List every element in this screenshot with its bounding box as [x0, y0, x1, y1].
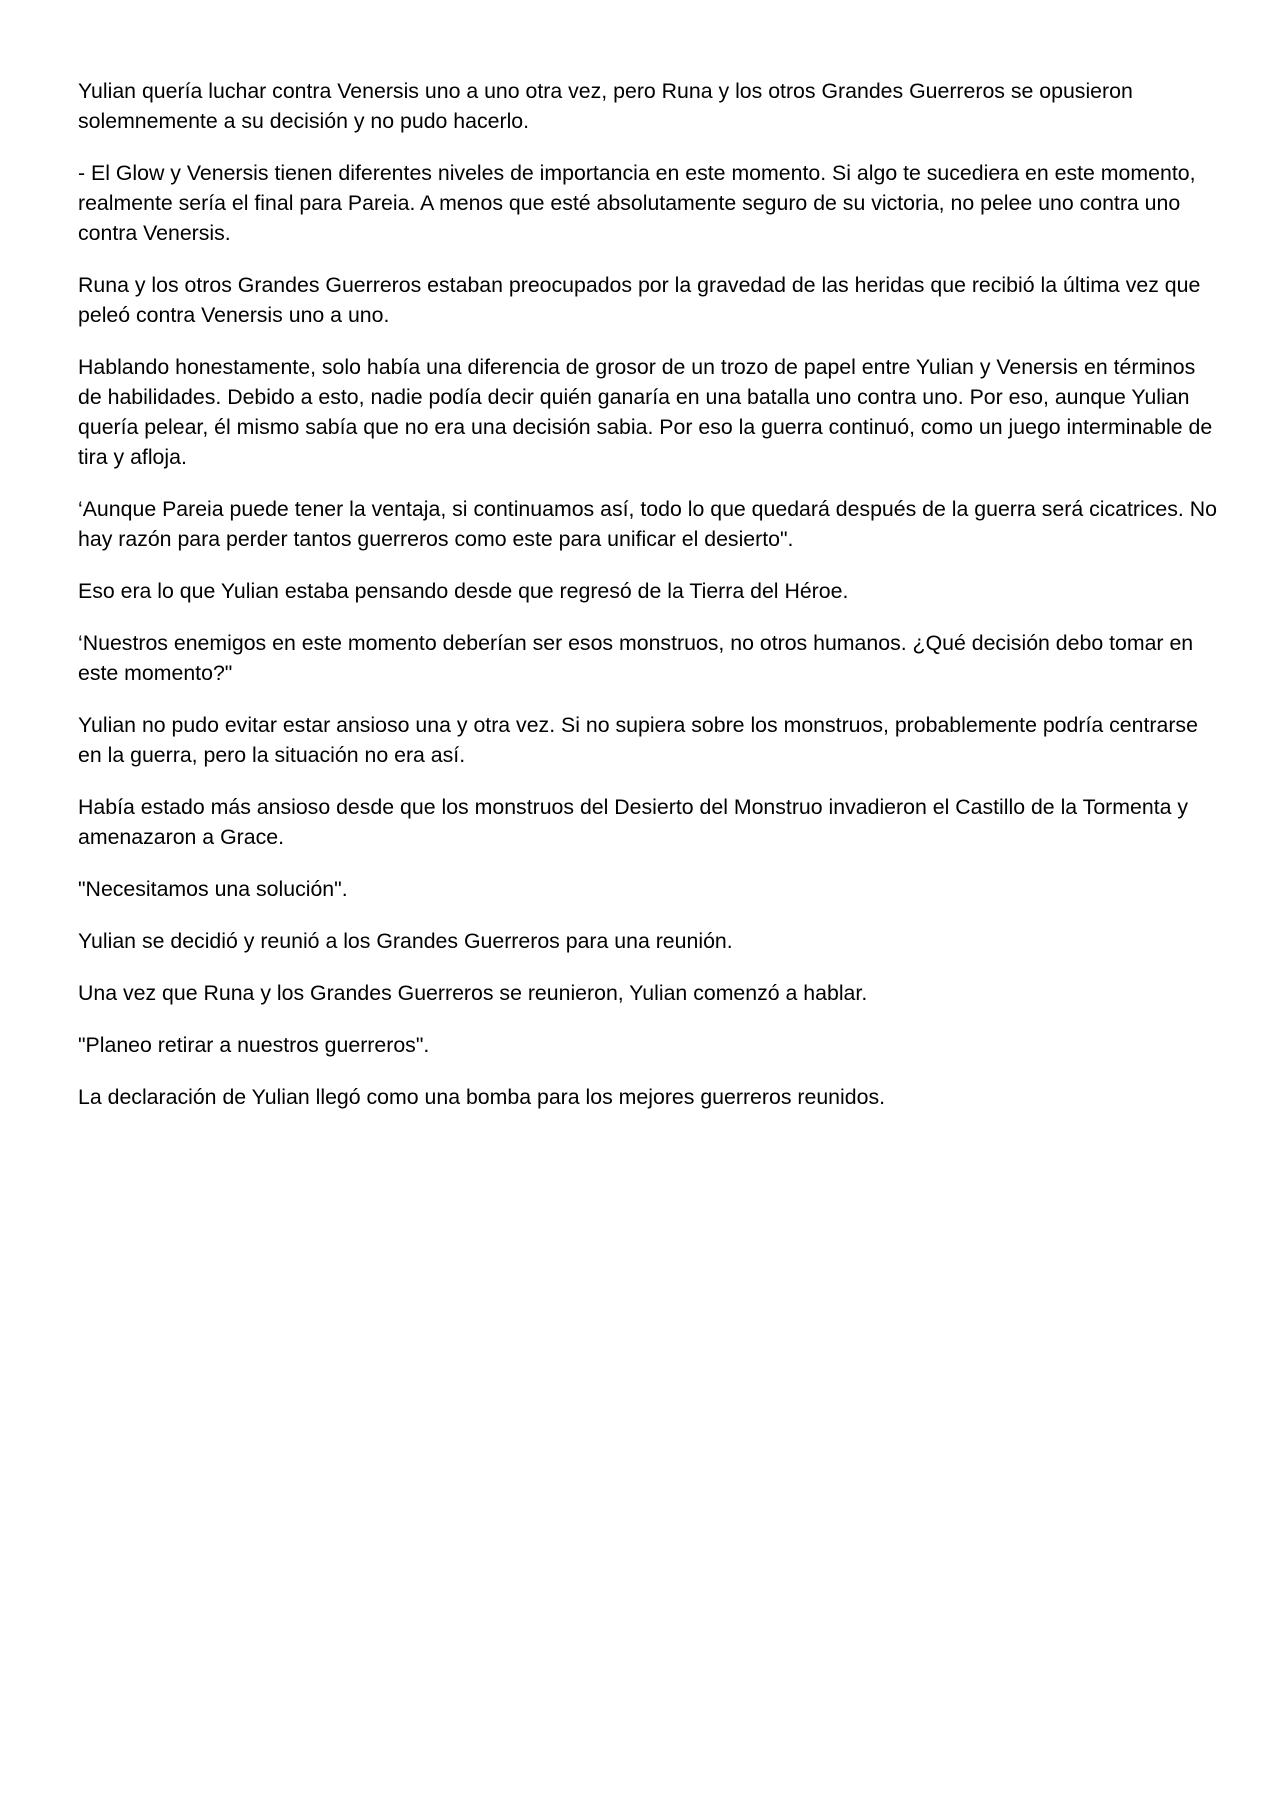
paragraph-6: Eso era lo que Yulian estaba pensando desde que regresó de la Tierra del Héroe. [78, 579, 849, 603]
paragraph-12: Una vez que Runa y los Grandes Guerreros se reunieron, Yulian comenzó a hablar. [78, 981, 868, 1005]
paragraph-7: ‘Nuestros enemigos en este momento deberían ser esos monstruos, no otros humanos. ¿Qué decisión debo tomar en este momento?" [78, 631, 1194, 685]
paragraph-5: ‘Aunque Pareia puede tener la ventaja, si continuamos así, todo lo que quedará después de la guerra será cicatrices. No hay razón para perder tantos guerreros como este para unificar el desierto". [78, 497, 1217, 551]
paragraph-4: Hablando honestamente, solo había una diferencia de grosor de un trozo de papel entre Yulian y Venersis en términos de habilidades. Debido a esto, nadie podía decir quién ganaría en una batalla uno contra uno. Por eso, aunque Yulian quería pelear, él mismo sabía que no era una decisión sabia. Por eso la guerra continuó, como un juego interminable de tira y afloja. [78, 355, 1213, 469]
paragraph-8: Yulian no pudo evitar estar ansioso una y otra vez. Si no supiera sobre los monstruos, probablemente podría centrarse en la guerra, pero la situación no era así. [78, 713, 1198, 767]
paragraph-11: Yulian se decidió y reunió a los Grandes Guerreros para una reunión. [78, 929, 733, 953]
paragraph-14: La declaración de Yulian llegó como una bomba para los mejores guerreros reunidos. [78, 1085, 886, 1109]
paragraph-3: Runa y los otros Grandes Guerreros estaban preocupados por la gravedad de las heridas que recibió la última vez que peleó contra Venersis uno a uno. [78, 273, 1201, 327]
paragraph-2: - El Glow y Venersis tienen diferentes niveles de importancia en este momento. Si algo te sucediera en este momento, realmente sería el final para Pareia. A menos que esté absolutamente seguro de su victoria, no pelee uno contra uno contra Venersis. [78, 161, 1196, 245]
paragraph-1: Yulian quería luchar contra Venersis uno a uno otra vez, pero Runa y los otros Grandes Guerreros se opusieron solemnemente a su decisión y no pudo hacerlo. [78, 79, 1133, 133]
paragraph-10: "Necesitamos una solución". [78, 877, 348, 901]
paragraph-13: "Planeo retirar a nuestros guerreros". [78, 1033, 430, 1057]
document-body [78, 76, 1218, 1134]
paragraph-9: Había estado más ansioso desde que los monstruos del Desierto del Monstruo invadieron el Castillo de la Tormenta y amenazaron a Grace. [78, 795, 1189, 849]
